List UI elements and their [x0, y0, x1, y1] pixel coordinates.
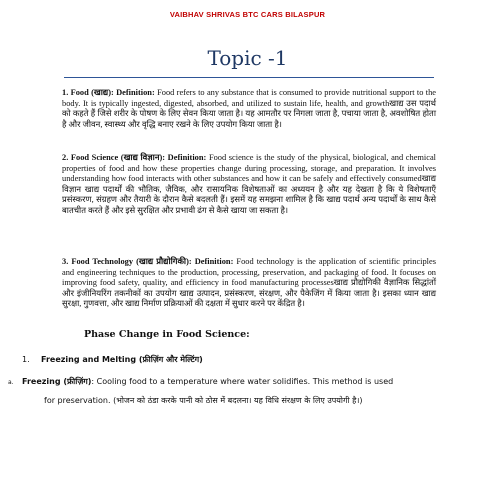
food-technology-text: Food technology is the application of scientific principles and engineering techniques to the production, processing, preservation, and packaging of food. It focuses on improving food safety, quality, and efficiency in food manufacturing processesखाद्य प्रौद्योगिकी वैज्ञानिक सिद्धांतों और इंजीनियरिंग तकनीकों का उपयोग खाद्य उत्पादन, प्रसंस्करण, संरक्षण, और पैकेजिंग में किया जाता है। इसका ध्यान खाद्य सुरक्षा, गुणवत्ता, और खाद्य निर्माण प्रक्रियाओं की दक्षता में सुधार करने पर केंद्रित है। — [62, 257, 436, 308]
list-item-text: Freezing and Melting (फ्रीज़िंग और मेल्टिंग) — [41, 355, 203, 364]
paragraph-food-science — [62, 153, 436, 216]
title-divider — [64, 77, 434, 78]
page-title: Topic -1 — [207, 46, 288, 70]
freezing-text: : Cooling food to a temperature where water solidifies. This method is used — [91, 377, 394, 386]
list-letter: a. — [8, 379, 14, 386]
freezing-text-continued: for preservation. (भोजन को ठंडा करके पानी को ठोस में बदलना। यह विधि संरक्षण के लिए उपयोगी है।) — [44, 396, 363, 405]
list-number: 1. — [22, 355, 30, 364]
food-technology-heading: 3. Food Technology (खाद्य प्रौद्योगिकी): Definition: — [62, 257, 234, 266]
food-science-heading: 2. Food Science (खाद्य विज्ञान): Definition: — [62, 153, 207, 162]
list-item-freezing — [8, 373, 478, 391]
page-header: VAIBHAV SHRIVAS BTC CARS BILASPUR — [169, 10, 326, 19]
food-heading: 1. Food (खाद्य): Definition: — [62, 88, 155, 97]
food-text: Food refers to any substance that is consumed to provide nutritional support to the body. It is typically ingested, digested, absorbed, and utilized to sustain life, health, and growthखाद्य उस पदार्थ को कहते हैं जिसे शरीर के पोषण के लिए सेवन किया जाता है। यह आमतौर पर निगला जाता है, पचाया जाता है, अवशोषित होता है और जीवन, स्वास्थ्य और वृद्धि बनाए रखने के लिए उपयोग किया जाता है। — [62, 88, 436, 129]
food-science-text: Food science is the study of the physical, biological, and chemical properties of food and how these properties change during processing, storage, and preparation. It involves understanding how food interacts with other substances and how it can be safely and effectively consumedखाद्य विज्ञान खाद्य पदार्थों की भौतिक, जैविक, और रासायनिक विशेषताओं का अध्ययन है और यह देखता है कि ये विशेषताएँ प्रसंस्करण, संग्रहण और तैयारी के दौरान कैसे बदलती हैं। इसमें यह समझना शामिल है कि खाद्य पदार्थ अन्य पदार्थों के साथ कैसे बातचीत करते हैं और इसे सुरक्षित और प्रभावी ढंग से कैसे खाया जा सकता है। — [62, 153, 437, 215]
phase-change-subheading: Phase Change in Food Science: — [84, 329, 250, 340]
list-item-freezing-melting — [22, 351, 472, 368]
paragraph-food — [62, 88, 436, 130]
paragraph-food-technology — [62, 257, 436, 310]
freezing-heading: Freezing (फ्रीज़िंग) — [22, 377, 92, 386]
